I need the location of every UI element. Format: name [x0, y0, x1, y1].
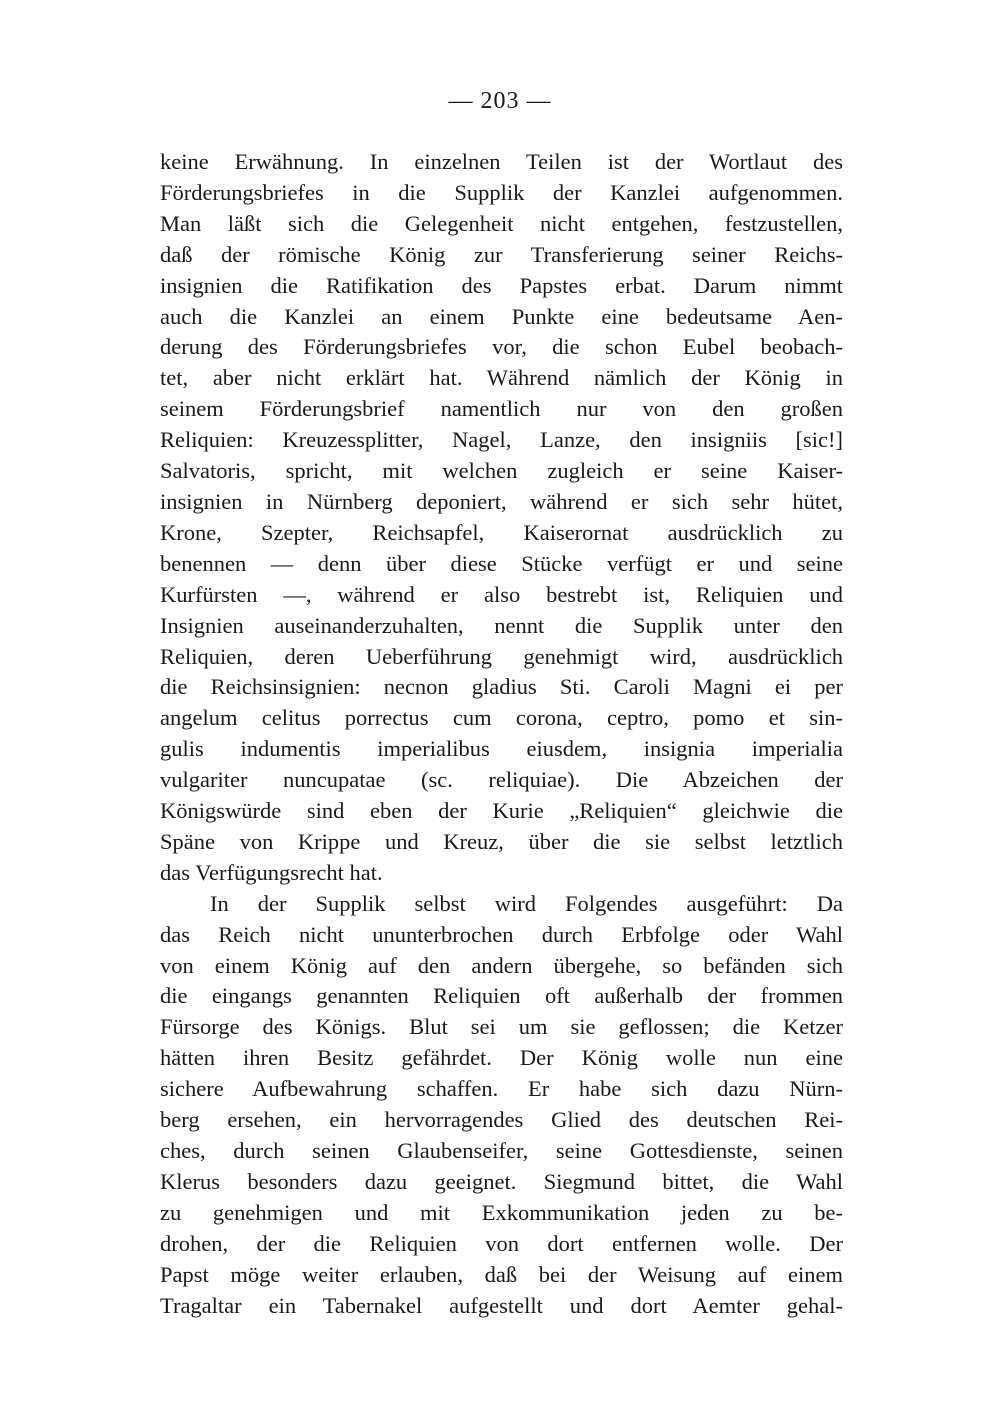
- text-line: sichere Aufbewahrung schaffen. Er habe sich dazu Nürn-: [160, 1076, 843, 1102]
- text-line: gulis indumentis imperialibus eiusdem, insignia imperialia: [160, 736, 843, 762]
- text-line: das Reich nicht ununterbrochen durch Erbfolge oder Wahl: [160, 921, 843, 947]
- text-line: Fürsorge des Königs. Blut sei um sie geflossen; die Ketzer: [160, 1014, 843, 1040]
- text-line: vulgariter nuncupatae (sc. reliquiae). Die Abzeichen der: [160, 767, 843, 793]
- text-line: keine Erwähnung. In einzelnen Teilen ist der Wortlaut des: [160, 149, 843, 174]
- text-line: Tragaltar ein Tabernakel aufgestellt und dort Aemter gehal-: [160, 1292, 843, 1318]
- text-line: tet, aber nicht erklärt hat. Während nämlich der König in: [160, 365, 843, 391]
- text-line: berg ersehen, ein hervorragendes Glied des deutschen Rei-: [160, 1107, 843, 1133]
- text-line: Königswürde sind eben der Kurie „Reliquien“ gleichwie die: [160, 798, 843, 824]
- text-line: seinem Förderungsbrief namentlich nur von den großen: [160, 396, 843, 422]
- text-line: insignien in Nürnberg deponiert, während er sich sehr hütet,: [160, 488, 843, 514]
- text-line: angelum celitus porrectus cum corona, ceptro, pomo et sin-: [160, 705, 843, 731]
- text-line: Papst möge weiter erlauben, daß bei der Weisung auf einem: [160, 1261, 843, 1287]
- text-line: Krone, Szepter, Reichsapfel, Kaiserornat ausdrücklich zu: [160, 519, 843, 545]
- text-line: Reliquien: Kreuzessplitter, Nagel, Lanze, den insigniis [sic!]: [160, 427, 843, 453]
- text-line: ches, durch seinen Glaubenseifer, seine Gottesdienste, seinen: [160, 1138, 843, 1163]
- paragraph-2: [160, 889, 843, 1322]
- text-line: benennen — denn über diese Stücke verfügt er und seine: [160, 550, 843, 576]
- text-line: In der Supplik selbst wird Folgendes ausgeführt: Da: [210, 890, 843, 916]
- paragraph-1: [160, 147, 843, 889]
- text-line: Klerus besonders dazu geeignet. Siegmund bittet, die Wahl: [160, 1168, 843, 1194]
- text-line: Reliquien, deren Ueberführung genehmigt wird, ausdrücklich: [160, 643, 843, 669]
- text-line: derung des Förderungsbriefes vor, die schon Eubel beobach-: [160, 334, 843, 360]
- text-line: insignien die Ratifikation des Papstes erbat. Darum nimmt: [160, 272, 843, 298]
- text-line: die eingangs genannten Reliquien oft außerhalb der frommen: [160, 983, 843, 1009]
- text-line: hätten ihren Besitz gefährdet. Der König wolle nun eine: [160, 1045, 843, 1071]
- text-line: zu genehmigen und mit Exkommunikation jeden zu be-: [160, 1199, 843, 1225]
- body-text: [160, 147, 843, 1321]
- text-line: daß der römische König zur Transferierung seiner Reichs-: [160, 241, 843, 267]
- text-line: Insignien auseinanderzuhalten, nennt die Supplik unter den: [160, 612, 843, 638]
- text-line: Späne von Krippe und Kreuz, über die sie selbst letztlich: [160, 828, 843, 854]
- text-line: die Reichsinsignien: necnon gladius Sti. Caroli Magni ei per: [160, 674, 843, 700]
- text-line: das Verfügungsrecht hat.: [160, 859, 383, 885]
- page-number: — 203 —: [448, 88, 552, 114]
- text-line: Man läßt sich die Gelegenheit nicht entgehen, festzustellen,: [160, 210, 843, 236]
- text-line: auch die Kanzlei an einem Punkte eine bedeutsame Aen-: [160, 303, 843, 329]
- text-line: Salvatoris, spricht, mit welchen zugleich er seine Kaiser-: [160, 458, 843, 484]
- text-line: von einem König auf den andern übergehe, so befänden sich: [160, 952, 843, 978]
- text-line: drohen, der die Reliquien von dort entfernen wolle. Der: [160, 1230, 843, 1256]
- text-line: Kurfürsten —, während er also bestrebt ist, Reliquien und: [160, 581, 843, 607]
- text-line: Förderungsbriefes in die Supplik der Kanzlei aufgenommen.: [160, 179, 843, 205]
